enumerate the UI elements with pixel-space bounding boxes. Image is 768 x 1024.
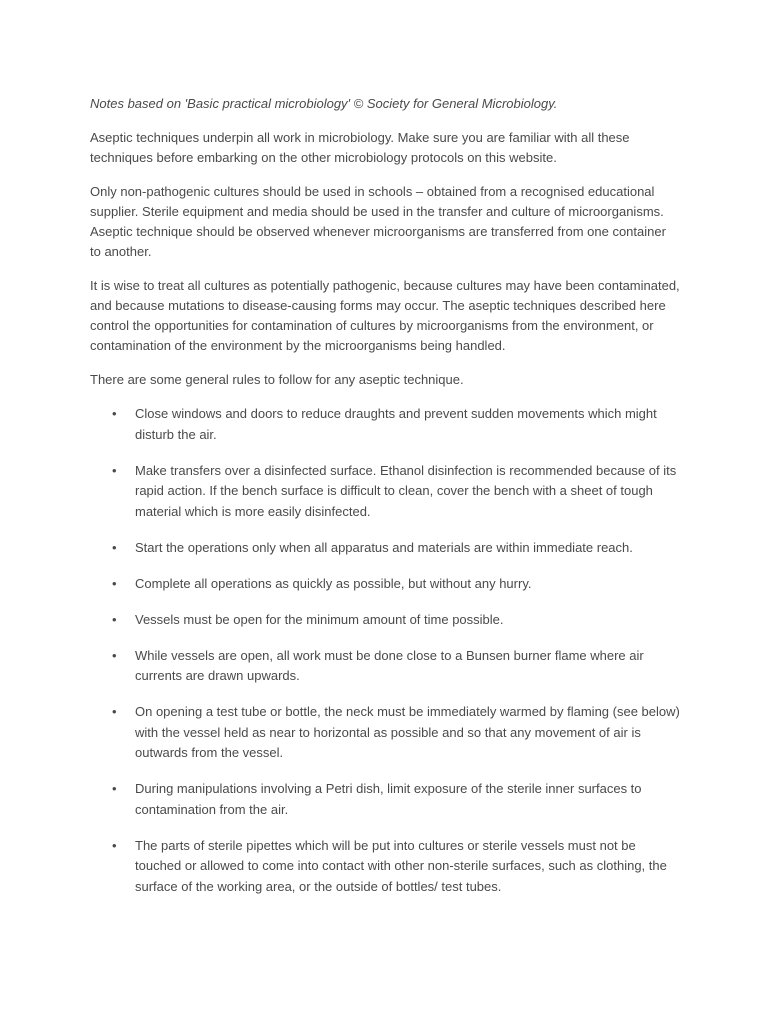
- pathogenic-paragraph: It is wise to treat all cultures as potentially pathogenic, because cultures may have been contaminated, and because mutations to disease-causing forms may occur. The aseptic techniques described here control the opportunities for contamination of cultures by microorganisms from the environment, or contamination of the environment by the microorganisms being handled.: [90, 278, 680, 353]
- source-note: Notes based on 'Basic practical microbiology' © Society for General Microbiology.: [90, 96, 558, 111]
- bullet-icon: •: [112, 539, 117, 555]
- bullet-icon: •: [112, 575, 117, 591]
- list-item-text: The parts of sterile pipettes which will be put into cultures or sterile vessels must not be touched or allowed to come into contact with other non-sterile surfaces, such as clothing, the surface of the working area, or the outside of bottles/ test tubes.: [135, 837, 667, 894]
- list-item: [90, 702, 680, 764]
- list-item: [90, 646, 680, 687]
- list-item: [90, 610, 680, 631]
- bullet-icon: •: [112, 462, 117, 478]
- list-item-text: Make transfers over a disinfected surface. Ethanol disinfection is recommended because of its rapid action. If the bench surface is difficult to clean, cover the bench with a sheet of tough material which is more easily disinfected.: [135, 462, 677, 519]
- rules-list: [90, 404, 680, 897]
- list-item: [90, 836, 680, 898]
- list-item: [90, 538, 680, 559]
- list-item: [90, 404, 680, 445]
- list-item-text: During manipulations involving a Petri dish, limit exposure of the sterile inner surfaces to contamination from the air.: [135, 781, 642, 817]
- list-item-text: On opening a test tube or bottle, the neck must be immediately warmed by flaming (see below) with the vessel held as near to horizontal as possible and so that any movement of air is outwards from the vessel.: [135, 704, 680, 760]
- list-item: [90, 574, 680, 595]
- list-item-text: While vessels are open, all work must be done close to a Bunsen burner flame where air currents are drawn upwards.: [135, 647, 644, 683]
- document-page: [90, 94, 680, 913]
- list-item: [90, 779, 680, 820]
- bullet-icon: •: [112, 647, 117, 663]
- bullet-icon: •: [112, 611, 117, 627]
- bullet-icon: •: [112, 837, 117, 853]
- intro-paragraph: Aseptic techniques underpin all work in microbiology. Make sure you are familiar with all these techniques before embarking on the other microbiology protocols on this website.: [90, 130, 630, 165]
- list-item: [90, 461, 680, 523]
- list-item-text: Complete all operations as quickly as possible, but without any hurry.: [135, 575, 532, 591]
- list-item-text: Start the operations only when all apparatus and materials are within immediate reach.: [135, 539, 633, 555]
- cultures-paragraph: Only non-pathogenic cultures should be used in schools – obtained from a recognised educational supplier. Sterile equipment and media should be used in the transfer and culture of microorganisms. Aseptic technique should be observed whenever microorganisms are transferred from one container to another.: [90, 184, 666, 259]
- bullet-icon: •: [112, 406, 117, 421]
- list-item-text: Close windows and doors to reduce draughts and prevent sudden movements which might disturb the air.: [135, 406, 657, 442]
- list-item-text: Vessels must be open for the minimum amount of time possible.: [135, 611, 504, 627]
- general-rules-paragraph: There are some general rules to follow for any aseptic technique.: [90, 372, 464, 387]
- bullet-icon: •: [112, 781, 117, 796]
- bullet-icon: •: [112, 704, 117, 719]
